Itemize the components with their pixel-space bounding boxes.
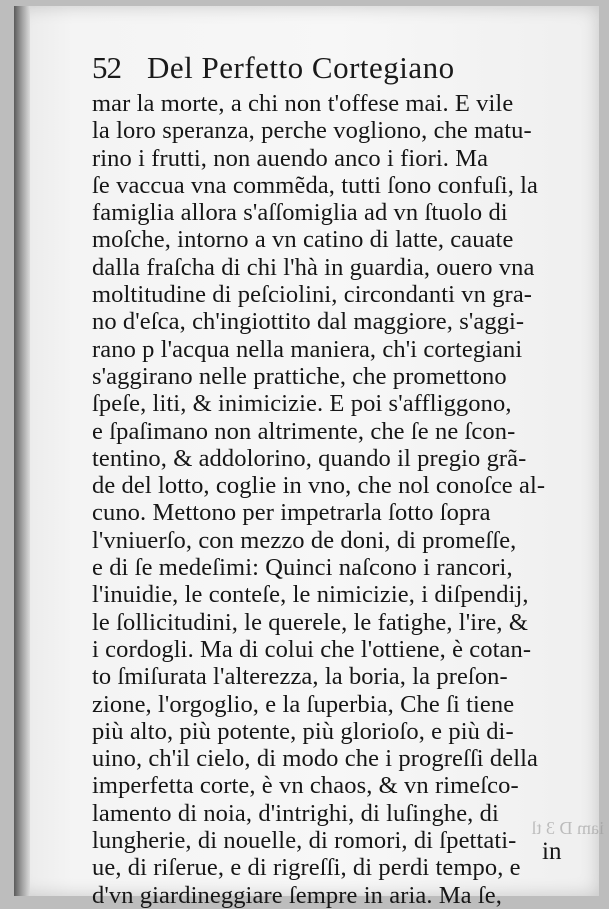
text-line: uino, ch'il cielo, di modo che i progreſſi della (92, 745, 539, 773)
text-line: s'aggirano nelle prattiche, che promettono (92, 362, 507, 390)
text-line: rano p l'acqua nella maniera, ch'i cortegiani (92, 335, 523, 363)
text-line: tentino, & addolorino, quando il pregio grã- (92, 444, 527, 472)
text-line: più alto, più potente, più glorioſo, e più di- (92, 717, 514, 745)
text-line: l'inuidie, le conteſe, le nimicizie, i diſpendij, (92, 581, 529, 609)
text-line: rino i frutti, non auendo anco i fiori. Ma (92, 144, 489, 172)
text-line: zione, l'orgoglio, e la ſuperbia, Che ſi tiene (92, 690, 515, 718)
page-number: 52 (92, 50, 121, 85)
text-line: no d'eſca, ch'ingiottito dal maggiore, s'aggi- (92, 308, 525, 336)
bleed-through-text: iam D 3 tl (531, 818, 604, 838)
text-line: la loro speranza, perche vogliono, che matu- (92, 117, 532, 145)
page-header (92, 50, 592, 90)
book-page (14, 6, 604, 909)
text-line: dalla fraſcha di chi l'hà in guardia, ouero vna (92, 253, 535, 281)
text-line: e ſpaſimano non altrimente, che ſe ne ſcon- (92, 417, 516, 445)
text-line: de del lotto, coglie in vno, che nol conoſce al- (92, 472, 546, 500)
text-line: lamento di noia, d'intrighi, di luſinghe, di (92, 799, 499, 827)
gutter-fold (14, 6, 30, 896)
text-line: lungherie, di nouelle, di romori, di ſpettati- (92, 827, 517, 855)
text-line: e di ſe medeſimi: Quinci naſcono i rancori, (92, 554, 513, 582)
text-line: moltitudine di peſciolini, circondanti vn gra- (92, 281, 533, 309)
text-line: l'vniuerſo, con mezzo de doni, di promeſſe, (92, 526, 517, 554)
text-line: to ſmiſurata l'alterezza, la boria, la preſon- (92, 663, 508, 691)
text-line: moſche, intorno a vn catino di latte, cauate (92, 226, 514, 254)
catchword: in (542, 838, 562, 865)
running-head: Del Perfetto Cortegiano (147, 50, 455, 85)
text-line: ſe vaccua vna commẽda, tutti ſono confuſi, la (92, 171, 539, 199)
text-line: i cordogli. Ma di colui che l'ottiene, è cotan- (92, 635, 532, 663)
body-text (92, 90, 592, 909)
text-line: le ſollicitudini, le querele, le fatighe, l'ire, & (92, 608, 528, 636)
text-line: famiglia allora s'aſſomiglia ad vn ſtuolo di (92, 199, 508, 227)
text-line: mar la morte, a chi non t'offese mai. E vile (92, 90, 514, 117)
text-line: ue, di riſerue, e di rigreſſi, di perdi tempo, e (92, 854, 521, 882)
text-line: d'vn giardineggiare ſempre in aria. Ma ſe, (92, 881, 502, 909)
text-line: imperfetta corte, è vn chaos, & vn rimeſco- (92, 772, 519, 800)
text-line: cuno. Mettono per impetrarla ſotto ſopra (92, 499, 491, 527)
text-line: ſpeſe, liti, & inimicizie. E poi s'affliggono, (92, 390, 512, 418)
